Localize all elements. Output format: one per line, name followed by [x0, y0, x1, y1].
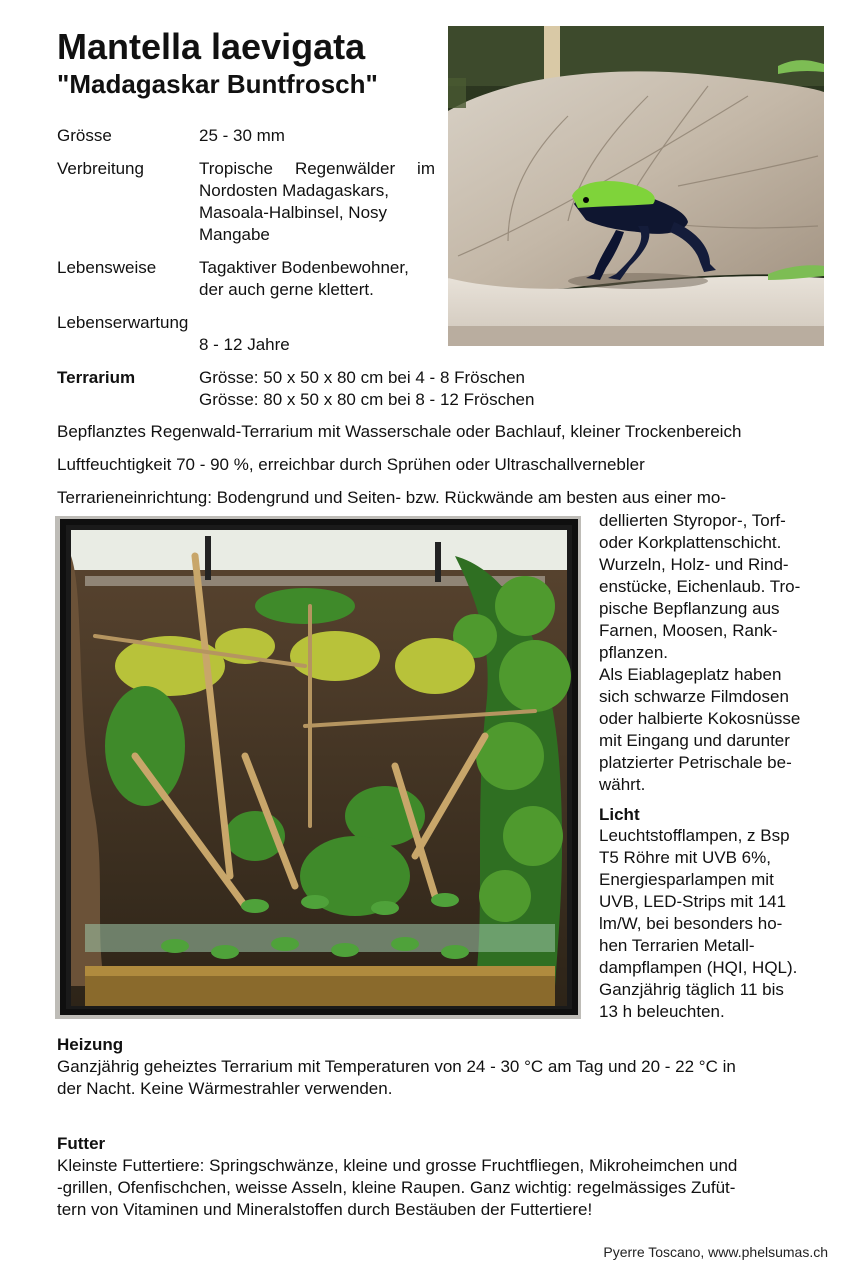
einrichtung-line: pflanzen. — [599, 643, 668, 662]
lebenserwartung-label: Lebenserwartung — [57, 313, 189, 332]
footer-credit: Pyerre Toscano, www.phelsumas.ch — [603, 1244, 828, 1260]
licht-line: Energiesparlampen mit — [599, 870, 774, 889]
verbreitung-line: Masoala-Halbinsel, Nosy — [199, 203, 388, 222]
terrarium-photo — [55, 516, 581, 1019]
lebensweise-line: Tagaktiver Bodenbewohner, — [199, 258, 409, 277]
page-title: Mantella laevigata — [57, 26, 366, 67]
licht-line: Leuchtstofflampen, z Bsp — [599, 826, 790, 845]
einrichtung-line: währt. — [599, 775, 646, 794]
luftfeuchtigkeit-paragraph: Luftfeuchtigkeit 70 - 90 %, erreichbar durch Sprühen oder Ultraschallvernebler — [57, 455, 645, 474]
lebensweise-line: der auch gerne klettert. — [199, 280, 374, 299]
einrichtung-line: mit Eingang und darunter — [599, 731, 790, 750]
lebensweise-label: Lebensweise — [57, 258, 157, 277]
licht-line: hen Terrarien Metall- — [599, 936, 755, 955]
licht-text — [599, 825, 834, 1023]
licht-line: dampflampen (HQI, HQL). — [599, 958, 798, 977]
einrichtung-line: enstücke, Eichenlaub. Tro- — [599, 577, 801, 596]
einrichtung-continued — [599, 510, 834, 796]
terrarium-line: Grösse: 50 x 50 x 80 cm bei 4 - 8 Fröschen — [199, 368, 525, 387]
einrichtung-line: oder Korkplattenschicht. — [599, 533, 782, 552]
bepflanzt-paragraph: Bepflanztes Regenwald-Terrarium mit Wasserschale oder Bachlauf, kleiner Trockenbereich — [57, 422, 742, 441]
einrichtung-line: pische Bepflanzung aus — [599, 599, 780, 618]
terrarium-value — [199, 367, 534, 411]
page-subtitle: "Madagaskar Buntfrosch" — [57, 69, 378, 99]
terrarium-label: Terrarium — [57, 368, 136, 387]
terrarium-line: Grösse: 80 x 50 x 80 cm bei 8 - 12 Fröschen — [199, 390, 535, 409]
frog-photo — [448, 26, 824, 346]
einrichtung-line: oder halbierte Kokosnüsse — [599, 709, 801, 728]
futter-line: -grillen, Ofenfischchen, weisse Asseln, kleine Raupen. Ganz wichtig: regelmässiges Zufüt- — [57, 1178, 736, 1197]
heizung-heading: Heizung — [57, 1035, 124, 1054]
verbreitung-line: Nordosten Madagaskars, — [199, 181, 389, 200]
einrichtung-paragraph: Terrarieneinrichtung: Bodengrund und Seiten- bzw. Rückwände am besten aus einer mo- — [57, 488, 727, 507]
einrichtung-line: platzierter Petrischale be- — [599, 753, 792, 772]
einrichtung-line: Wurzeln, Holz- und Rind- — [599, 555, 789, 574]
licht-line: 13 h beleuchten. — [599, 1002, 725, 1021]
heizung-line: Ganzjährig geheiztes Terrarium mit Temperaturen von 24 - 30 °C am Tag und 20 - 22 °C in — [57, 1057, 736, 1076]
licht-line: UVB, LED-Strips mit 141 — [599, 892, 787, 911]
heizung-line: der Nacht. Keine Wärmestrahler verwenden. — [57, 1079, 393, 1098]
lebenserwartung-value: 8 - 12 Jahre — [199, 335, 290, 354]
verbreitung-line: Tropische Regenwälder im — [199, 159, 435, 178]
licht-line: lm/W, bei besonders ho- — [599, 914, 783, 933]
futter-line: tern von Vitaminen und Mineralstoffen durch Bestäuben der Futtertiere! — [57, 1200, 593, 1219]
groesse-value: 25 - 30 mm — [199, 126, 285, 145]
verbreitung-line: Mangabe — [199, 225, 270, 244]
licht-heading: Licht — [599, 805, 640, 824]
einrichtung-line: Farnen, Moosen, Rank- — [599, 621, 778, 640]
einrichtung-line: sich schwarze Filmdosen — [599, 687, 789, 706]
heizung-text — [57, 1056, 837, 1100]
verbreitung-value — [199, 158, 435, 246]
lebensweise-value — [199, 257, 409, 301]
futter-line: Kleinste Futtertiere: Springschwänze, kleine und grosse Fruchtfliegen, Mikroheimchen und — [57, 1156, 738, 1175]
futter-heading: Futter — [57, 1134, 106, 1153]
licht-line: Ganzjährig täglich 11 bis — [599, 980, 784, 999]
futter-text — [57, 1155, 837, 1221]
verbreitung-label: Verbreitung — [57, 159, 144, 178]
groesse-label: Grösse — [57, 126, 112, 145]
einrichtung-line: dellierten Styropor-, Torf- — [599, 511, 786, 530]
licht-line: T5 Röhre mit UVB 6%, — [599, 848, 771, 867]
einrichtung-line: Als Eiablageplatz haben — [599, 665, 782, 684]
